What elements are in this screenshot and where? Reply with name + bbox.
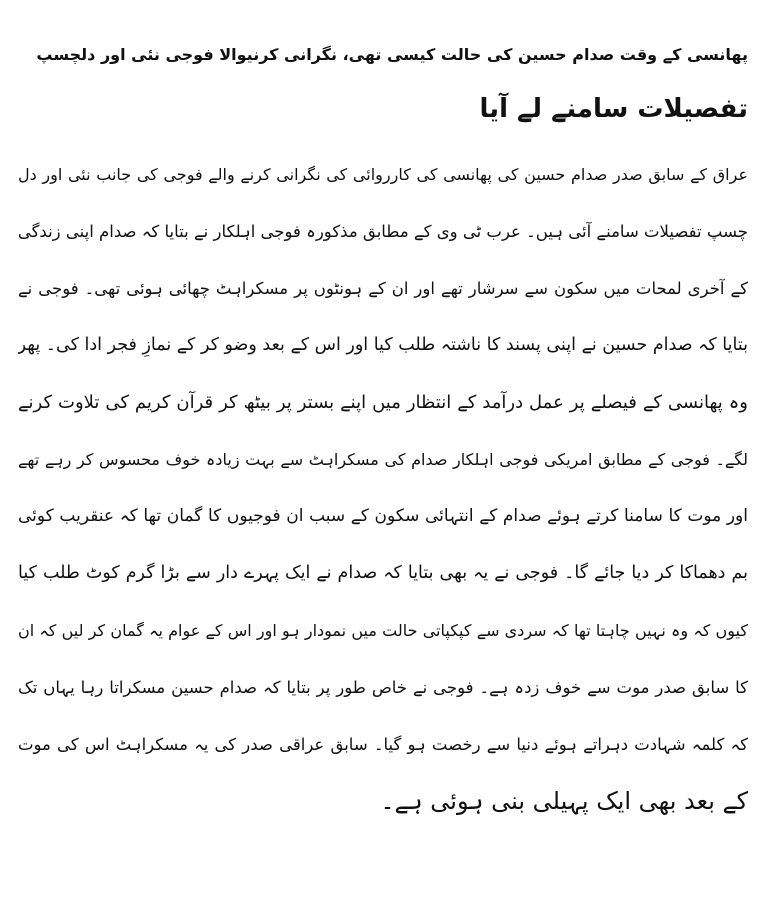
body-line: بم دھماکا کر دیا جائے گا۔ فوجی نے یہ بھی بتایا کہ صدام نے ایک پہرے دار سے بڑا گرم کوٹ طلب کیا <box>18 563 748 583</box>
article-headline <box>18 28 748 136</box>
body-line: بتایا کہ صدام حسین نے اپنی پسند کا ناشتہ طلب کیا اور اس کے بعد وضو کر کے نمازِ فجر ادا کی۔ پھر <box>18 335 748 355</box>
body-line: کے بعد بھی ایک پہیلی بنی ہوئی ہے۔ <box>380 787 748 815</box>
headline-line: تفصیلات سامنے لے آیا <box>479 94 748 124</box>
body-line: کیوں کہ وہ نہیں چاہتا تھا کہ سردی سے کپکپاتی حالت میں نمودار ہو اور اس کے عوام یہ گمان کر لیں کہ ان <box>18 621 748 640</box>
body-line: کہ کلمہ شہادت دہراتے ہوئے دنیا سے رخصت ہو گیا۔ سابق عراقی صدر کی یہ مسکراہٹ اس کی موت <box>18 735 748 754</box>
body-line: عراق کے سابق صدر صدام حسین کی پھانسی کی کارروائی کی نگرانی کرنے والے فوجی کی جانب نئی اور دل <box>18 165 748 184</box>
body-line: وہ پھانسی کے فیصلے پر عمل درآمد کے انتظار میں اپنے بستر پر بیٹھ کر قرآن کریم کی تلاوت کرنے <box>18 392 748 413</box>
article-body <box>18 146 748 830</box>
headline-line: پھانسی کے وقت صدام حسین کی حالت کیسی تھی، نگرانی کرنیوالا فوجی نئی اور دلچسپ <box>36 45 748 64</box>
body-line: اور موت کا سامنا کرتے ہوئے صدام کے انتہائی سکون کے سبب ان فوجیوں کا گمان تھا کہ عنقریب کوئی <box>18 506 748 526</box>
body-line: کا سابق صدر موت سے خوف زدہ ہے۔ فوجی نے خاص طور پر بتایا کہ صدام حسین مسکراتا رہا یہاں تک <box>18 678 748 697</box>
body-line: کے آخری لمحات میں سکون سے سرشار تھے اور ان کے ہونٹوں پر مسکراہٹ چھائی ہوئی تھی۔ فوجی نے <box>18 279 748 298</box>
body-line: چسپ تفصیلات سامنے آئی ہیں۔ عرب ٹی وی کے مطابق مذکورہ فوجی اہلکار نے بتایا کہ صدام اپنی زندگی <box>18 222 748 241</box>
body-line: لگے۔ فوجی کے مطابق امریکی فوجی اہلکار صدام کی مسکراہٹ سے بہت زیادہ خوف محسوس کر رہے تھے <box>18 450 748 469</box>
